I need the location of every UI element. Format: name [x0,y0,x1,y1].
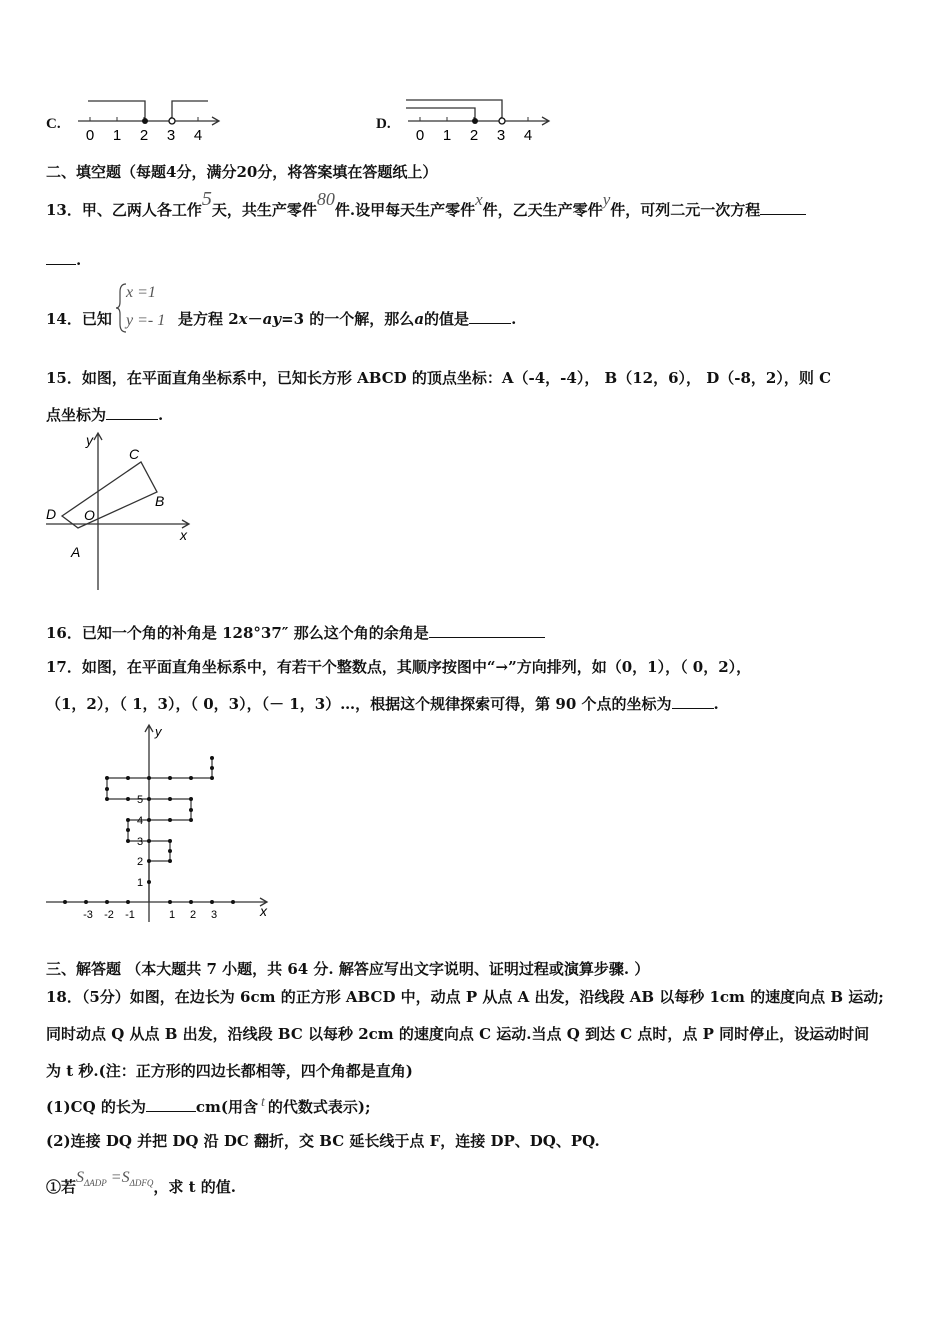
q13-text-3: 件.设甲每天生产零件 [334,201,476,219]
tick-4: 4 [523,127,533,144]
q18-part-2: (2)连接 DQ 并把 DQ 沿 DC 翻折，交 BC 延长线于点 F，连接 DP、DQ、PQ. [46,1132,600,1150]
q13-value-80: 80 [316,189,335,209]
q17-ytick-1: 1 [136,877,144,889]
q18-var-t: t [260,1095,265,1110]
q17-ytick-3: 3 [136,836,144,848]
q13-period: . [76,251,82,269]
q15-axis-x: x [180,527,187,543]
tick-4: 4 [193,127,203,144]
q15-point-c: C [129,446,140,462]
tick-2: 2 [469,127,479,144]
q15-line-1: 15．如图，在平面直角坐标系中，已知长方形 ABCD 的顶点坐标：A（-4，-4）， B（12，6）， D（-8，2），则 C [46,369,832,387]
q17-ytick-5: 5 [136,794,144,806]
q18-part1-text: (1)CQ 的长为 [46,1098,146,1116]
q13-answer-blank[interactable] [760,200,806,215]
question-13 [46,188,806,221]
q18-equals: = [110,1169,122,1186]
q14-var-a: a [414,310,425,328]
q16-answer-blank[interactable] [429,623,545,638]
q18-part1-tail: 的代数式表示); [267,1098,371,1116]
q13-text-2: 天，共生产零件 [211,201,317,219]
tick-3: 3 [496,127,506,144]
q17-figure [40,722,280,926]
q14-var-ay: ay [262,310,282,328]
q14-system-row-1: x =1 [126,284,156,301]
q18-s1-sub: ΔADP [84,1178,107,1189]
q14-text-4: 的值是 [424,310,470,328]
q15-text: 点坐标为 [46,406,107,424]
q17-xtick-neg2: -2 [104,909,114,921]
q14-text-3: =3 的一个解，那么 [281,310,415,328]
q15-point-a: A [71,544,81,560]
q15-rectangle [62,462,157,528]
section-3-title: 三、解答题 （本大题共 7 小题，共 64 分. 解答应写出文字说明、证明过程或演算步骤. ） [46,960,650,978]
q17-axis-x: x [260,903,267,919]
q18-cond-text: ①若 [46,1178,77,1196]
q17-text: （1，2），（ 1，3），（ 0，3），（－ 1，3）…，根据这个规律探索可得，第 90 个点的坐标为 [46,695,672,713]
q17-xtick-2: 2 [189,909,197,921]
q17-xtick-neg3: -3 [83,909,93,921]
q13-value-5: 5 [201,188,212,210]
number-line-c [70,96,230,144]
q18-s2-sub: ΔDFQ [129,1178,154,1189]
tick-0: 0 [415,127,425,144]
q18-line-2: 同时动点 Q 从点 B 出发，沿线段 BC 以每秒 2cm 的速度向点 C 运动.当点 Q 到达 C 点时，点 P 同时停止，设运动时间 [46,1025,870,1043]
q15-point-b: B [155,493,165,509]
q17-line-2 [46,693,719,714]
q13-continued [46,250,81,269]
q18-line-3: 为 t 秒.(注：正方形的四边长都相等，四个角都是直角) [46,1062,413,1080]
option-c-label: C. [46,116,61,132]
q14-text-2: 是方程 2 [178,310,239,328]
q18-condition-1 [46,1169,236,1198]
q14-body [178,308,516,329]
q14-var-x: x [238,310,248,328]
q15-line-2 [46,404,163,425]
q13-text-4: 件，乙天生产零件 [482,201,603,219]
q17-answer-blank[interactable] [672,694,714,709]
q14-text-1: 14．已知 [46,310,112,328]
q14-system-row-2: y =- 1 [126,312,166,329]
tick-2: 2 [139,127,149,144]
q18-s2: S [121,1169,130,1186]
q17-ytick-2: 2 [136,856,144,868]
q13-text-1: 13．甲、乙两人各工作 [46,201,202,219]
q18-line-1: 18．（5分）如图，在边长为 6cm 的正方形 ABCD 中，动点 P 从点 A 出发，沿线段 AB 以每秒 1cm 的速度向点 B 运动; [46,988,884,1006]
question-16 [46,622,545,643]
tick-1: 1 [442,127,452,144]
q16-text: 16．已知一个角的补角是 128°37″ 那么这个角的余角是 [46,624,429,642]
section-2-title: 二、填空题（每题4分，满分20分，将答案填在答题纸上） [46,163,438,181]
q14-minus: － [247,310,263,328]
q17-axis-y: y [155,724,162,739]
q13-text-5: 件，可列二元一次方程 [610,201,761,219]
q14-answer-blank[interactable] [469,309,511,324]
tick-1: 1 [112,127,122,144]
q15-axis-y: y [86,432,93,448]
q17-period: . [713,695,719,713]
q15-origin-o: O [84,507,95,523]
q14-period: . [511,310,517,328]
q13-var-x: x [475,190,483,209]
tick-3: 3 [166,127,176,144]
option-d-label: D. [376,116,391,132]
q18-s1: S [76,1169,85,1186]
q15-point-d: D [46,506,57,522]
q18-area-expression [76,1169,154,1189]
q17-line-1: 17．如图，在平面直角坐标系中，有若干个整数点，其顺序按图中“→”方向排列，如（0，1），（ 0，2）， [46,658,752,676]
q15-period: . [158,406,164,424]
q18-part1-blank[interactable] [146,1097,196,1112]
q17-xtick-neg1: -1 [125,909,135,921]
q13-answer-blank-cont[interactable] [46,250,76,265]
tick-0: 0 [85,127,95,144]
q18-part-1 [46,1096,371,1117]
q18-cond-tail: ，求 t 的值. [153,1178,236,1196]
q17-xtick-1: 1 [168,909,176,921]
q15-figure [40,428,200,594]
number-line-d [400,96,560,144]
q15-answer-blank[interactable] [106,405,158,420]
q18-part1-unit: cm(用含 [195,1098,258,1116]
q17-ytick-4: 4 [136,815,144,827]
q17-xtick-3: 3 [210,909,218,921]
q13-var-y: y [602,190,611,209]
